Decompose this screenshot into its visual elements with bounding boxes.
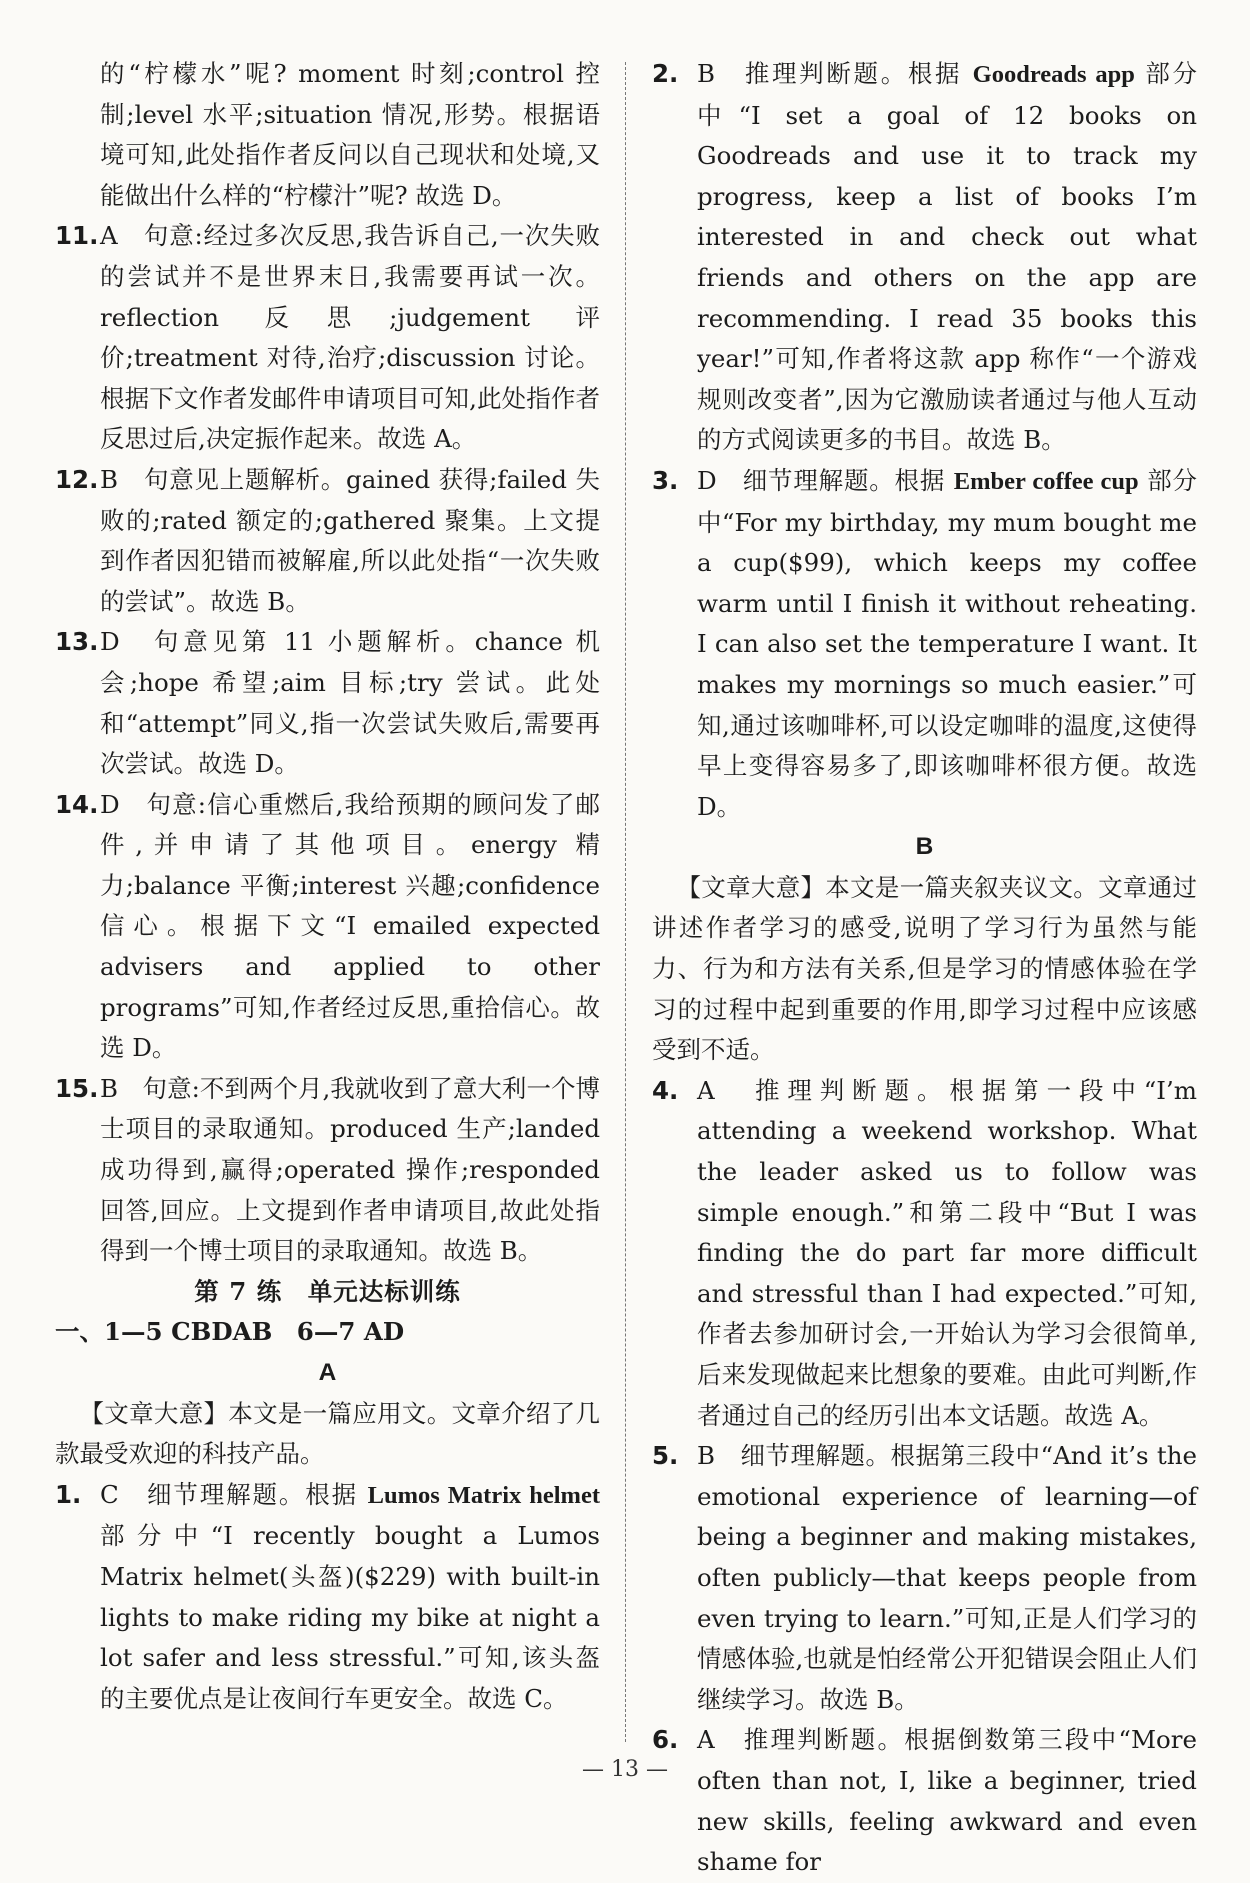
item-number: 15. (55, 1073, 99, 1103)
answer-item-6 (652, 1720, 1197, 1882)
answer-item-2 (652, 54, 1197, 461)
item-number: 12. (55, 464, 99, 494)
item-text: B 句意:不到两个月,我就收到了意大利一个博士项目的录取通知。produced 生产;landed 成功得到,赢得;operated 操作;responded 回答,回应。上文提到作者申请项目,故此处指得到一个博士项目的录取通知。故选 B。 (100, 1073, 600, 1266)
item-number: 2. (652, 59, 679, 88)
right-column (652, 54, 1197, 1883)
item-number: 1. (55, 1479, 82, 1509)
answer-item-13 (55, 622, 600, 784)
section-title: 第 7 练 单元达标训练 (194, 1276, 461, 1306)
item-text-pre: B 推理判断题。根据 (697, 59, 973, 88)
item-text: D 句意:信心重燃后,我给预期的顾问发了邮件,并申请了其他项目。energy 精力;balance 平衡;interest 兴趣;confidence 信心。根据下文“I emailed expected advisers and applied to other programs”可知,作者经过反思,重拾信心。故选 D。 (100, 789, 600, 1063)
item-number: 11. (55, 221, 99, 251)
item-number: 6. (652, 1725, 679, 1755)
item-text: A 推理判断题。根据倒数第三段中“More often than not, I, like a beginner, tried new skills, feeling awkward and even shame for (697, 1725, 1197, 1877)
item-text-pre: D 细节理解题。根据 (697, 465, 954, 495)
summary-b: 【文章大意】本文是一篇夹叙夹议文。文章通过讲述作者学习的感受,说明了学习行为虽然与能力、行为和方法有关系,但是学习的情感体验在学习的过程中起到重要的作用,即学习过程中应该感受到不适。 (652, 872, 1197, 1065)
item-number: 3. (652, 465, 679, 495)
answer-item-4 (652, 1071, 1197, 1436)
part-a-heading: A (318, 1359, 337, 1386)
item-text: B 细节理解题。根据第三段中“And it’s the emotional experience of learning—of being a beginner and making mistakes, often publicly—that keeps people from even trying to learn.”可知,正是人们学习的情感体验,也就是怕经常公开犯错误会阻止人们继续学习。故选 B。 (697, 1441, 1197, 1714)
item-text: A 句意:经过多次反思,我告诉自己,一次失败的尝试并不是世界末日,我需要再试一次。reflection 反思;judgement 评价;treatment 对待,治疗;discussion 讨论。根据下文作者发邮件申请项目可知,此处指作者反思过后,决定振作起来。故选 A。 (100, 221, 600, 454)
answer-item-1 (55, 1475, 600, 1720)
item-text (697, 461, 1197, 827)
answer-item-3 (652, 461, 1197, 827)
item-text-post: 部分中“I set a goal of 12 books on Goodreads and use it to track my progress, keep a list of books I’m interested in and check out what friends and others on the app are recommending. I read 35 books this year!”可知,作者将这款 app 称作“一个游戏规则改变者”,因为它激励读者通过与他人互动的方式阅读更多的书目。故选 B。 (697, 59, 1198, 455)
item-text: A 推理判断题。根据第一段中“I’m attending a weekend workshop. What the leader asked us to follow was simple enough.”和第二段中“But I was finding the do part far more difficult and stressful than I had expected.”可知,作者去参加研讨会,一开始认为学习会很简单,后来发现做起来比想象的要难。由此可判断,作者通过自己的经历引出本文话题。故选 A。 (697, 1075, 1197, 1430)
product-name: Lumos Matrix helmet (367, 1481, 600, 1509)
product-name: Ember coffee cup (953, 467, 1139, 495)
answer-item-14 (55, 785, 600, 1069)
answer-item-15 (55, 1069, 600, 1272)
item-number: 13. (55, 627, 99, 657)
item-text: B 句意见上题解析。gained 获得;failed 失败的;rated 额定的;gathered 聚集。上文提到作者因犯错而被解雇,所以此处指“一次失败的尝试”。故选 B。 (100, 464, 600, 616)
item-text: D 句意见第 11 小题解析。chance 机会;hope 希望;aim 目标;try 尝试。此处和“attempt”同义,指一次尝试失败后,需要再次尝试。故选 D。 (100, 627, 600, 779)
page-number: — 13 — (582, 1757, 668, 1782)
answer-item-11 (55, 216, 600, 460)
item-number: 4. (652, 1075, 679, 1105)
answer-key: 一、1—5 CBDAB 6—7 AD (55, 1317, 405, 1347)
summary-a: 【文章大意】本文是一篇应用文。文章介绍了几款最受欢迎的科技产品。 (55, 1398, 600, 1469)
answer-item-12 (55, 460, 600, 622)
item-text-post: 部分中“For my birthday, my mum bought me a cup($99), which keeps my coffee warm until I finish it without reheating. I can also set the temperature I want. It makes my mornings so much easier.”可知,通过该咖啡杯,可以设定咖啡的温度,这使得早上变得容易多了,即该咖啡杯很方便。故选 D。 (697, 465, 1197, 821)
answer-item-5 (652, 1436, 1197, 1720)
continued-paragraph: 的“柠檬水”呢? moment 时刻;control 控制;level 水平;situation 情况,形势。根据语境可知,此处指作者反问以自己现状和处境,又能做出什么样的“柠檬汁”呢? 故选 D。 (100, 59, 600, 210)
item-text (697, 54, 1197, 461)
item-text-post: 部分中“I recently bought a Lumos Matrix helmet(头盔)($229) with built-in lights to make riding my bike at night a lot safer and less stressful.”可知,该头盔的主要优点是让夜间行车更安全。故选 C。 (100, 1521, 600, 1713)
item-text (100, 1475, 600, 1720)
part-b-heading: B (915, 833, 934, 861)
item-number: 5. (652, 1441, 679, 1471)
column-divider (625, 62, 626, 1742)
item-text-pre: C 细节理解题。根据 (100, 1479, 368, 1509)
left-column (55, 54, 600, 1719)
item-number: 14. (55, 789, 99, 819)
product-name: Goodreads app (972, 61, 1135, 88)
